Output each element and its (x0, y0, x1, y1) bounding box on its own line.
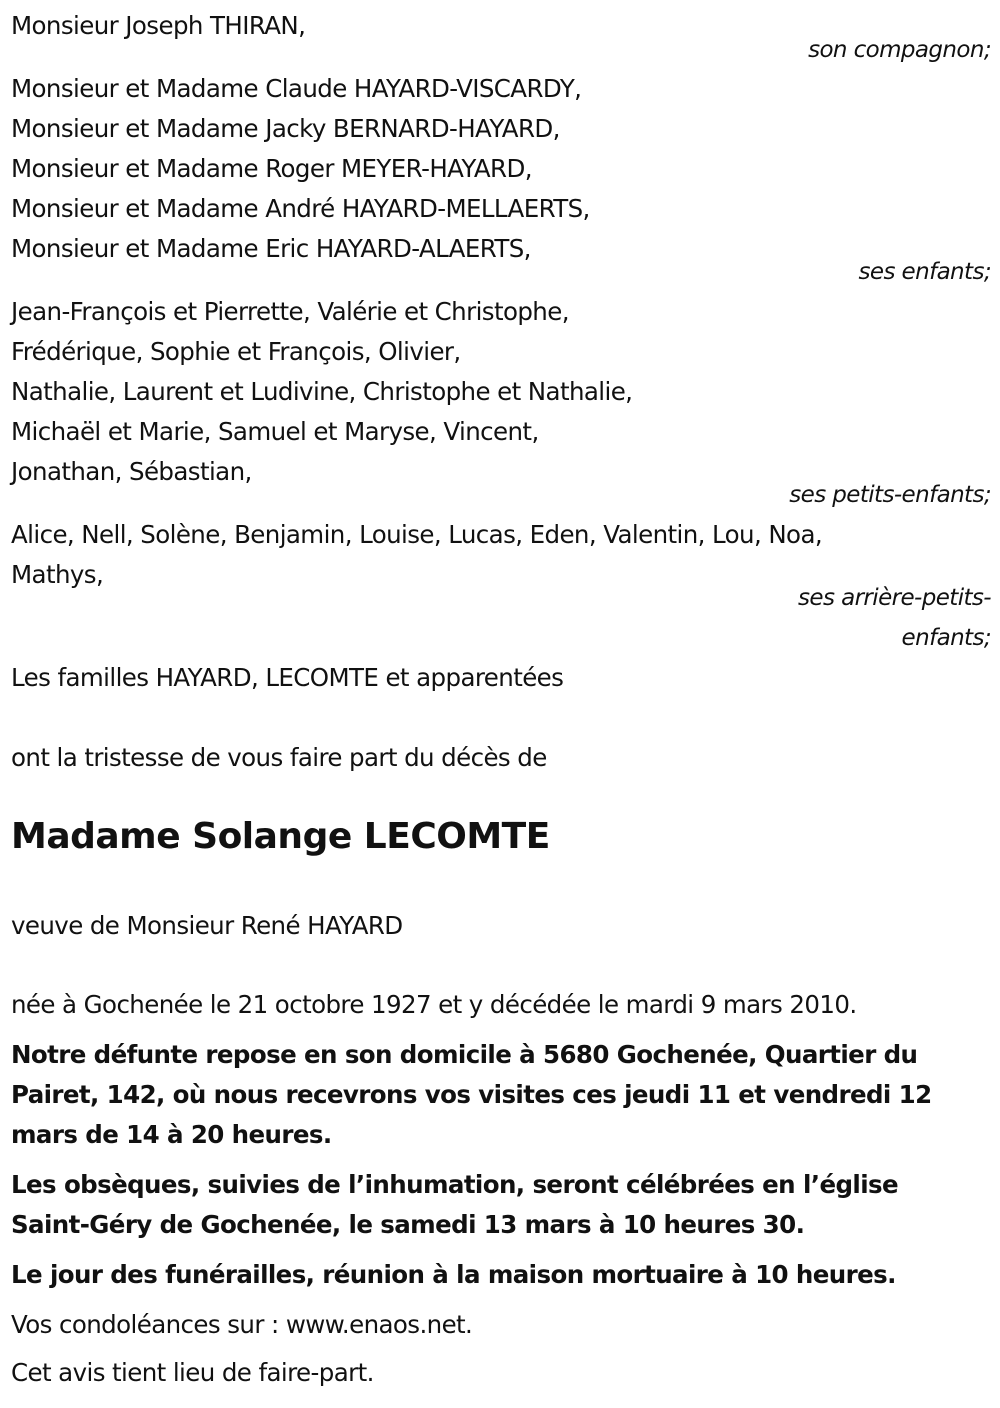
child-line: Monsieur et Madame Jacky BERNARD-HAYARD, (11, 114, 560, 143)
children-role: ses enfants; (858, 259, 991, 285)
grandchild-line: Jonathan, Sébastian, (11, 457, 252, 486)
visitation-line: Notre défunte repose en son domicile à 5680 Gochenée, Quartier du (11, 1040, 918, 1069)
visitation-line: Pairet, 142, où nous recevrons vos visites ces jeudi 11 et vendredi 12 (11, 1080, 932, 1109)
great-grandchild-line: Mathys, (11, 560, 104, 589)
announcement-text: ont la tristesse de vous faire part du décès de (11, 743, 547, 772)
great-grandchildren-role: ses arrière-petits- (798, 585, 991, 611)
great-grandchildren-role: enfants; (901, 625, 991, 651)
birth-death-text: née à Gochenée le 21 octobre 1927 et y décédée le mardi 9 mars 2010. (11, 990, 857, 1019)
child-line: Monsieur et Madame Roger MEYER-HAYARD, (11, 154, 532, 183)
grandchild-line: Nathalie, Laurent et Ludivine, Christophe et Nathalie, (11, 377, 633, 406)
funeral-line: Saint-Géry de Gochenée, le samedi 13 mars à 10 heures 30. (11, 1210, 805, 1239)
grandchild-line: Jean-François et Pierrette, Valérie et Christophe, (11, 297, 569, 326)
companion-role: son compagnon; (808, 37, 991, 63)
companion-name: Monsieur Joseph THIRAN, (11, 11, 306, 40)
grandchildren-role: ses petits-enfants; (789, 482, 991, 508)
child-line: Monsieur et Madame André HAYARD-MELLAERTS, (11, 194, 590, 223)
closing-text: Cet avis tient lieu de faire-part. (11, 1358, 374, 1387)
families-text: Les familles HAYARD, LECOMTE et apparentées (11, 663, 564, 692)
visitation-line: mars de 14 à 20 heures. (11, 1120, 332, 1149)
widow-of-text: veuve de Monsieur René HAYARD (11, 911, 403, 940)
child-line: Monsieur et Madame Eric HAYARD-ALAERTS, (11, 234, 531, 263)
deceased-name: Madame Solange LECOMTE (11, 816, 550, 857)
great-grandchild-line: Alice, Nell, Solène, Benjamin, Louise, Lucas, Eden, Valentin, Lou, Noa, (11, 520, 823, 549)
funeral-line: Les obsèques, suivies de l’inhumation, seront célébrées en l’église (11, 1170, 898, 1199)
grandchild-line: Michaël et Marie, Samuel et Maryse, Vincent, (11, 417, 539, 446)
condolences-text: Vos condoléances sur : www.enaos.net. (11, 1310, 473, 1339)
meeting-text: Le jour des funérailles, réunion à la maison mortuaire à 10 heures. (11, 1260, 896, 1289)
grandchild-line: Frédérique, Sophie et François, Olivier, (11, 337, 461, 366)
child-line: Monsieur et Madame Claude HAYARD-VISCARDY, (11, 74, 582, 103)
